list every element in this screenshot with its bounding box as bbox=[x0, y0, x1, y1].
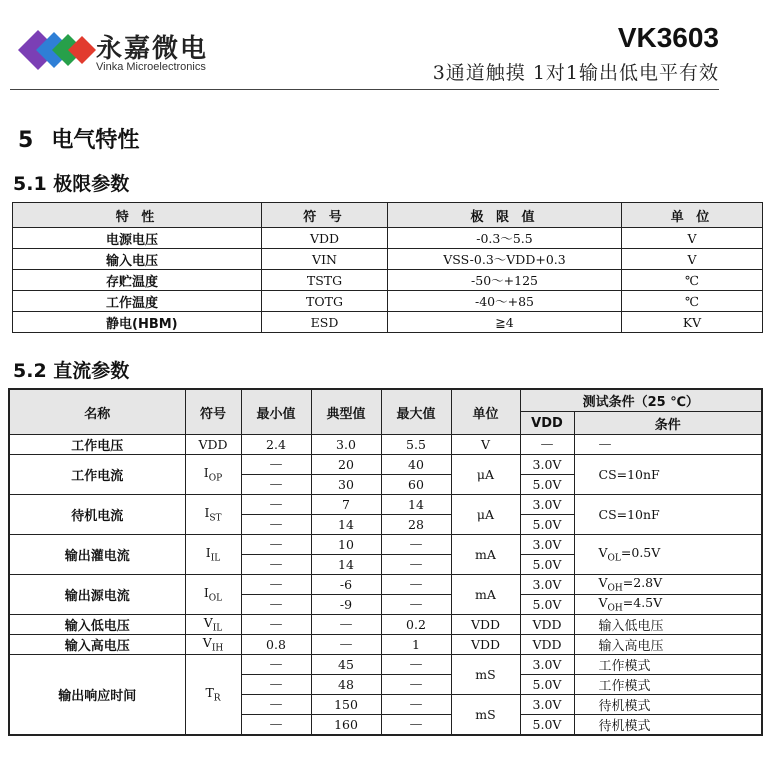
min-value: 0.8 bbox=[241, 635, 311, 655]
max-value: — bbox=[381, 715, 451, 736]
typ-value: -6 bbox=[311, 575, 381, 595]
typ-value: -9 bbox=[311, 595, 381, 615]
vdd-cond: — bbox=[520, 435, 574, 455]
param-symbol: TSTG bbox=[262, 270, 388, 291]
condition: CS=10nF bbox=[574, 455, 762, 495]
min-value: — bbox=[241, 655, 311, 675]
condition: 输入高电压 bbox=[574, 635, 762, 655]
min-value: — bbox=[241, 535, 311, 555]
dc-params-table bbox=[8, 388, 763, 736]
table-row bbox=[9, 535, 762, 555]
table-row bbox=[9, 455, 762, 475]
param-unit: V bbox=[622, 228, 763, 249]
unit: mS bbox=[451, 695, 520, 736]
typ-value: — bbox=[311, 615, 381, 635]
min-value: — bbox=[241, 715, 311, 736]
vdd-cond: 5.0V bbox=[520, 515, 574, 535]
min-value: — bbox=[241, 475, 311, 495]
col-header: 符 号 bbox=[262, 203, 388, 228]
vdd-cond: 5.0V bbox=[520, 675, 574, 695]
table-header-row bbox=[13, 203, 763, 228]
typ-value: 14 bbox=[311, 555, 381, 575]
condition: 输入低电压 bbox=[574, 615, 762, 635]
min-value: — bbox=[241, 695, 311, 715]
col-header: 极 限 值 bbox=[388, 203, 622, 228]
max-value: — bbox=[381, 575, 451, 595]
table-row bbox=[9, 655, 762, 675]
param-name: 输入高电压 bbox=[9, 635, 185, 655]
table-row bbox=[13, 312, 763, 333]
col-header: 最小值 bbox=[241, 389, 311, 435]
col-header: 符号 bbox=[185, 389, 241, 435]
condition: $V_{OH}=4.5V$ bbox=[574, 595, 762, 615]
condition: CS=10nF bbox=[574, 495, 762, 535]
abs-max-heading: 5.1 极限参数 bbox=[13, 173, 130, 195]
header-divider bbox=[10, 89, 719, 90]
min-value: — bbox=[241, 515, 311, 535]
typ-value: 48 bbox=[311, 675, 381, 695]
param-name: 输出源电流 bbox=[9, 575, 185, 615]
param-unit: ℃ bbox=[622, 270, 763, 291]
condition: 工作模式 bbox=[574, 655, 762, 675]
table-row bbox=[13, 249, 763, 270]
param-symbol: $I_{IL}$ bbox=[185, 535, 241, 575]
col-header: 单 位 bbox=[622, 203, 763, 228]
vdd-cond: 3.0V bbox=[520, 575, 574, 595]
param-symbol: ESD bbox=[262, 312, 388, 333]
condition: 待机模式 bbox=[574, 715, 762, 736]
condition: — bbox=[574, 435, 762, 455]
table-row bbox=[9, 495, 762, 515]
param-name: 工作电压 bbox=[9, 435, 185, 455]
param-name: 输入电压 bbox=[13, 249, 262, 270]
section-title: 电气特性 bbox=[51, 128, 140, 153]
param-symbol: $I_{OL}$ bbox=[185, 575, 241, 615]
col-header: 单位 bbox=[451, 389, 520, 435]
typ-value: 14 bbox=[311, 515, 381, 535]
min-value: — bbox=[241, 495, 311, 515]
param-name: 静电(HBM) bbox=[13, 312, 262, 333]
param-name: 存贮温度 bbox=[13, 270, 262, 291]
col-header: 最大值 bbox=[381, 389, 451, 435]
condition: 待机模式 bbox=[574, 695, 762, 715]
typ-value: 7 bbox=[311, 495, 381, 515]
param-value: -40～+85 bbox=[388, 291, 622, 312]
min-value: 2.4 bbox=[241, 435, 311, 455]
param-unit: KV bbox=[622, 312, 763, 333]
min-value: — bbox=[241, 455, 311, 475]
max-value: — bbox=[381, 675, 451, 695]
condition: 工作模式 bbox=[574, 675, 762, 695]
brand-name-cn: 永嘉微电 bbox=[96, 34, 209, 64]
table-row bbox=[13, 228, 763, 249]
section-number: 5 bbox=[18, 128, 34, 153]
param-symbol: $I_{ST}$ bbox=[185, 495, 241, 535]
param-unit: V bbox=[622, 249, 763, 270]
condition: $V_{OH}=2.8V$ bbox=[574, 575, 762, 595]
vdd-cond: 5.0V bbox=[520, 475, 574, 495]
typ-value: 10 bbox=[311, 535, 381, 555]
max-value: 14 bbox=[381, 495, 451, 515]
typ-value: 20 bbox=[311, 455, 381, 475]
param-value: VSS-0.3～VDD+0.3 bbox=[388, 249, 622, 270]
abs-max-table bbox=[12, 202, 763, 333]
vdd-cond: VDD bbox=[520, 635, 574, 655]
max-value: 28 bbox=[381, 515, 451, 535]
vdd-cond: 3.0V bbox=[520, 535, 574, 555]
col-header: 条件 bbox=[574, 412, 762, 435]
param-name: 电源电压 bbox=[13, 228, 262, 249]
typ-value: 45 bbox=[311, 655, 381, 675]
param-symbol: $T_R$ bbox=[185, 655, 241, 736]
table-header-row bbox=[9, 389, 762, 412]
max-value: 40 bbox=[381, 455, 451, 475]
param-symbol: VIN bbox=[262, 249, 388, 270]
max-value: 0.2 bbox=[381, 615, 451, 635]
table-row bbox=[13, 270, 763, 291]
param-name: 输出响应时间 bbox=[9, 655, 185, 736]
max-value: — bbox=[381, 695, 451, 715]
max-value: — bbox=[381, 655, 451, 675]
vdd-cond: 5.0V bbox=[520, 595, 574, 615]
typ-value: 150 bbox=[311, 695, 381, 715]
col-header: VDD bbox=[520, 412, 574, 435]
max-value: 1 bbox=[381, 635, 451, 655]
min-value: — bbox=[241, 575, 311, 595]
min-value: — bbox=[241, 595, 311, 615]
col-header: 名称 bbox=[9, 389, 185, 435]
param-symbol: VDD bbox=[262, 228, 388, 249]
unit: μA bbox=[451, 455, 520, 495]
col-header: 特 性 bbox=[13, 203, 262, 228]
min-value: — bbox=[241, 555, 311, 575]
max-value: 60 bbox=[381, 475, 451, 495]
model-number: VK3603 bbox=[617, 22, 719, 53]
param-name: 工作温度 bbox=[13, 291, 262, 312]
param-value: ≧4 bbox=[388, 312, 622, 333]
param-symbol: $V_{IH}$ bbox=[185, 635, 241, 655]
max-value: — bbox=[381, 555, 451, 575]
brand-name-en: Vinka Microelectronics bbox=[96, 61, 206, 73]
vdd-cond: 3.0V bbox=[520, 495, 574, 515]
param-name: 工作电流 bbox=[9, 455, 185, 495]
table-row bbox=[9, 435, 762, 455]
max-value: — bbox=[381, 595, 451, 615]
unit: VDD bbox=[451, 635, 520, 655]
vdd-cond: 3.0V bbox=[520, 655, 574, 675]
param-name: 输出灌电流 bbox=[9, 535, 185, 575]
product-subtitle: 3通道触摸 1对1输出低电平有效 bbox=[432, 62, 719, 84]
unit: mS bbox=[451, 655, 520, 695]
vdd-cond: 5.0V bbox=[520, 715, 574, 736]
col-header: 典型值 bbox=[311, 389, 381, 435]
vdd-cond: 5.0V bbox=[520, 555, 574, 575]
param-symbol: $I_{OP}$ bbox=[185, 455, 241, 495]
table-row bbox=[13, 291, 763, 312]
typ-value: 30 bbox=[311, 475, 381, 495]
company-logo bbox=[18, 28, 98, 72]
vdd-cond: 3.0V bbox=[520, 455, 574, 475]
unit: μA bbox=[451, 495, 520, 535]
vdd-cond: VDD bbox=[520, 615, 574, 635]
min-value: — bbox=[241, 675, 311, 695]
table-row bbox=[9, 615, 762, 635]
section-heading bbox=[18, 123, 139, 154]
param-symbol: TOTG bbox=[262, 291, 388, 312]
typ-value: — bbox=[311, 635, 381, 655]
param-name: 输入低电压 bbox=[9, 615, 185, 635]
param-symbol: $V_{IL}$ bbox=[185, 615, 241, 635]
unit: mA bbox=[451, 575, 520, 615]
param-name: 待机电流 bbox=[9, 495, 185, 535]
unit: VDD bbox=[451, 615, 520, 635]
param-symbol: VDD bbox=[185, 435, 241, 455]
col-header: 测试条件（25 ℃） bbox=[520, 389, 762, 412]
table-row bbox=[9, 635, 762, 655]
unit: V bbox=[451, 435, 520, 455]
unit: mA bbox=[451, 535, 520, 575]
typ-value: 160 bbox=[311, 715, 381, 736]
condition: $V_{OL}=0.5V$ bbox=[574, 535, 762, 575]
max-value: — bbox=[381, 535, 451, 555]
param-value: -0.3～5.5 bbox=[388, 228, 622, 249]
param-value: -50～+125 bbox=[388, 270, 622, 291]
min-value: — bbox=[241, 615, 311, 635]
vdd-cond: 3.0V bbox=[520, 695, 574, 715]
param-unit: ℃ bbox=[622, 291, 763, 312]
max-value: 5.5 bbox=[381, 435, 451, 455]
dc-params-heading: 5.2 直流参数 bbox=[13, 360, 130, 382]
typ-value: 3.0 bbox=[311, 435, 381, 455]
table-row bbox=[9, 575, 762, 595]
